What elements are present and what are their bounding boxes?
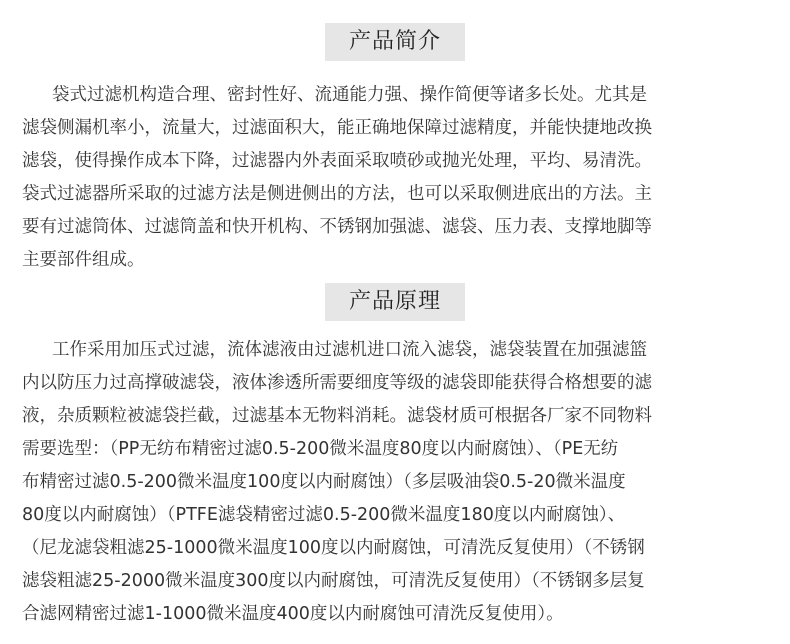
- principle-line: 工作采用加压式过滤，流体滤液由过滤机进口流入滤袋，滤袋装置在加强滤篮: [52, 340, 647, 360]
- principle-paragraph: [22, 334, 770, 631]
- principle-line: 内以防压力过高撑破滤袋，液体渗透所需要细度等级的滤袋即能获得合格想要的滤: [22, 373, 652, 393]
- section-title-principle: 产品原理: [325, 283, 465, 321]
- section-title-intro: 产品简介: [325, 23, 465, 61]
- intro-line: 袋式过滤机构造合理、密封性好、流通能力强、操作简便等诸多长处。尤其是: [52, 85, 647, 105]
- intro-paragraph: [22, 79, 770, 277]
- section-header-principle: [0, 283, 790, 321]
- principle-line: 布精密过滤0.5-200微米温度100度以内耐腐蚀）（多层吸油袋0.5-20微米温度: [22, 472, 626, 492]
- intro-line: 要有过滤筒体、过滤筒盖和快开机构、不锈钢加强滤、滤袋、压力表、支撑地脚等: [22, 217, 652, 237]
- principle-line: 滤袋粗滤25-2000微米温度300度以内耐腐蚀，可清洗反复使用）（不锈钢多层复: [22, 571, 645, 591]
- principle-line: 需要选型：（PP无纺布精密过滤0.5-200微米温度80度以内耐腐蚀）、（PE无纺: [22, 439, 619, 459]
- intro-line: 袋式过滤器所采取的过滤方法是侧进侧出的方法，也可以采取侧进底出的方法。主: [22, 184, 652, 204]
- intro-line: 滤袋，使得操作成本下降，过滤器内外表面采取喷砂或抛光处理，平均、易清洗。: [22, 151, 652, 171]
- principle-line: 液，杂质颗粒被滤袋拦截，过滤基本无物料消耗。滤袋材质可根据各厂家不同物料: [22, 406, 652, 426]
- intro-line: 主要部件组成。: [22, 250, 145, 270]
- principle-line: （尼龙滤袋粗滤25-1000微米温度100度以内耐腐蚀，可清洗反复使用）（不锈钢: [22, 538, 645, 558]
- principle-line: 80度以内耐腐蚀）（PTFE滤袋精密过滤0.5-200微米温度180度以内耐腐蚀）、: [22, 505, 626, 525]
- intro-line: 滤袋侧漏机率小，流量大，过滤面积大，能正确地保障过滤精度，并能快捷地改换: [22, 118, 652, 138]
- principle-line: 合滤网精密过滤1-1000微米温度400度以内耐腐蚀可清洗反复使用）。: [22, 604, 564, 624]
- section-header-intro: [0, 23, 790, 61]
